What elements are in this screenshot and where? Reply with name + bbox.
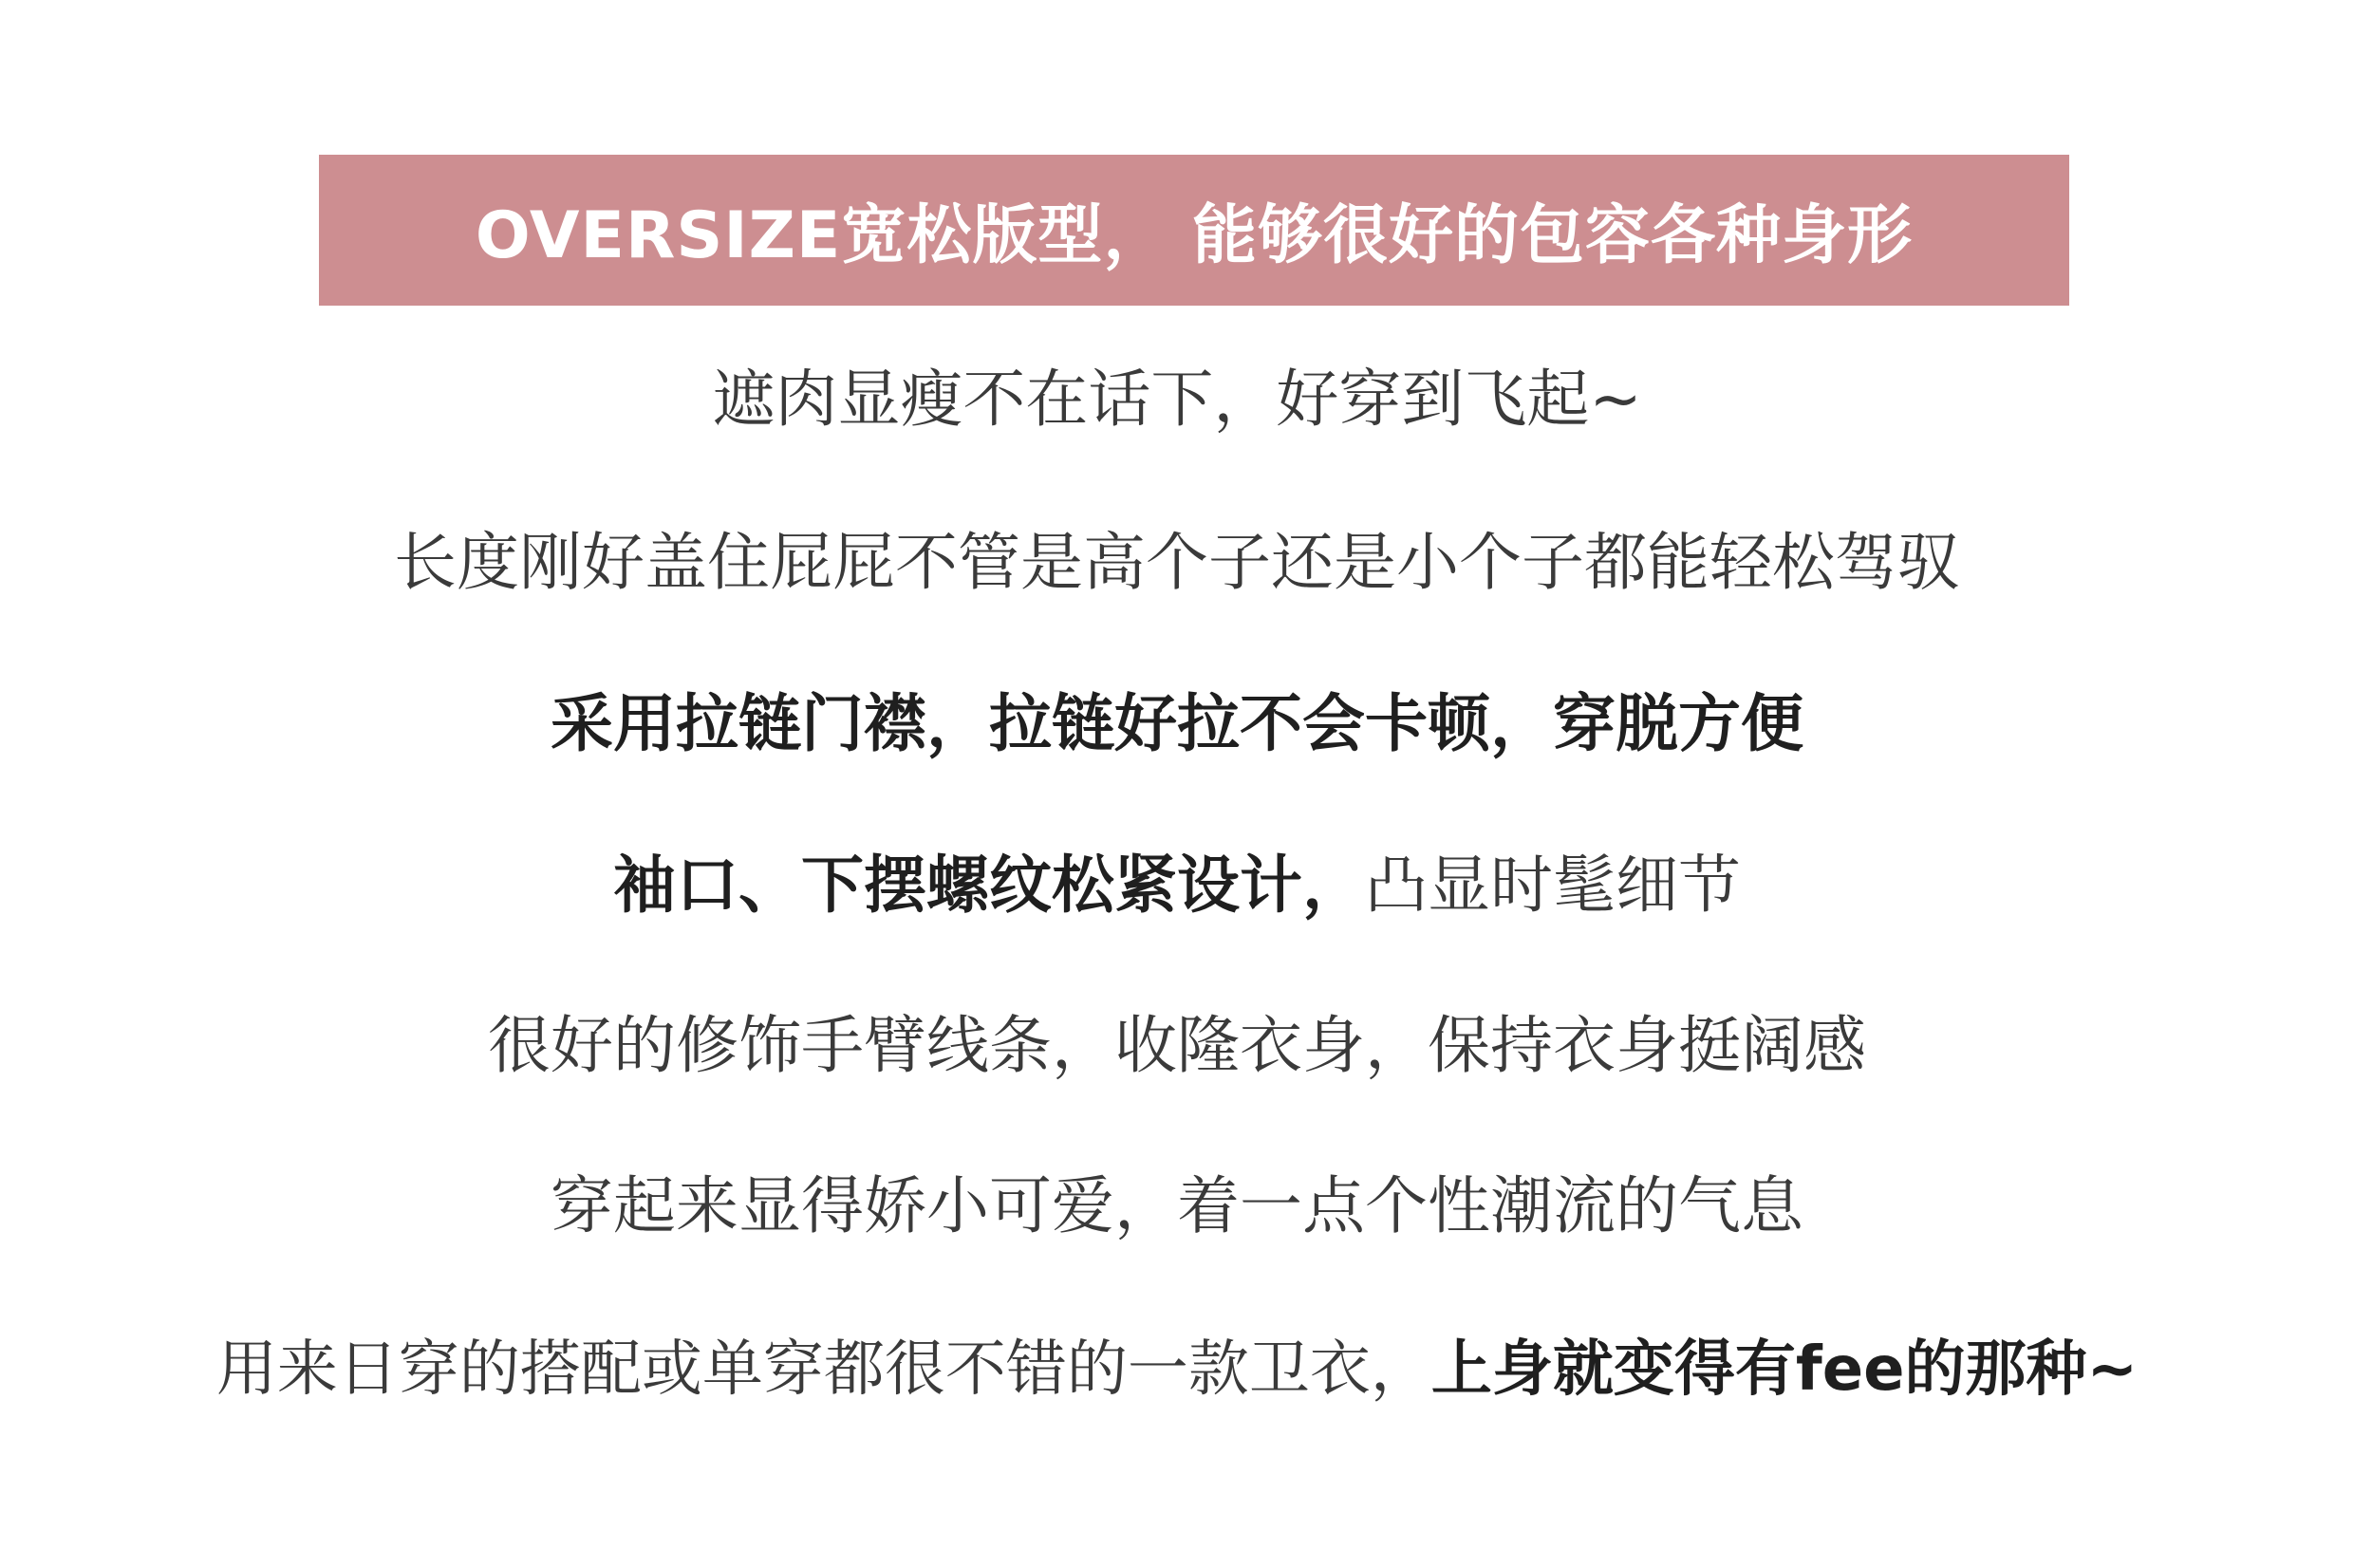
- text-segment-light: 着一点个性潮流的气息: [1177, 1169, 1803, 1242]
- text-line-2: [0, 520, 2354, 606]
- text-segment-light: 穿起来显得娇小可爱，: [551, 1169, 1177, 1242]
- text-segment-light: 凸显时髦细节: [1365, 849, 1741, 922]
- text-line-7: [0, 1327, 2354, 1412]
- text-segment: 遮肉显瘦不在话下，好穿到飞起~: [712, 363, 1642, 436]
- text-line-3: [0, 681, 2354, 767]
- text-line-5: [0, 1003, 2354, 1089]
- text-line-4: [0, 843, 2354, 928]
- title-banner: [319, 155, 2069, 306]
- text-line-6: [0, 1164, 2354, 1249]
- text-segment: 很好的修饰手臂线条，收隆衣身，保持衣身挺阔感: [488, 1009, 1866, 1082]
- text-line-1: [0, 357, 2354, 442]
- text-segment-bold: 袖口、下摆螺纹松紧设计，: [613, 849, 1365, 922]
- text-segment-light: 用来日穿的搭配或单穿都很不错的一款卫衣，: [215, 1335, 1431, 1405]
- text-segment: 长度刚好盖住屁屁不管是高个子还是小个子都能轻松驾驭: [394, 526, 1960, 599]
- text-segment: 采用拉链门襟，拉链好拉不会卡顿，穿脱方便: [551, 687, 1803, 760]
- banner-title: OVERSIZE宽松版型， 能够很好的包容各种身形: [475, 198, 1914, 273]
- text-segment-bold: 上身就变得有fee的那种~: [1430, 1335, 2139, 1405]
